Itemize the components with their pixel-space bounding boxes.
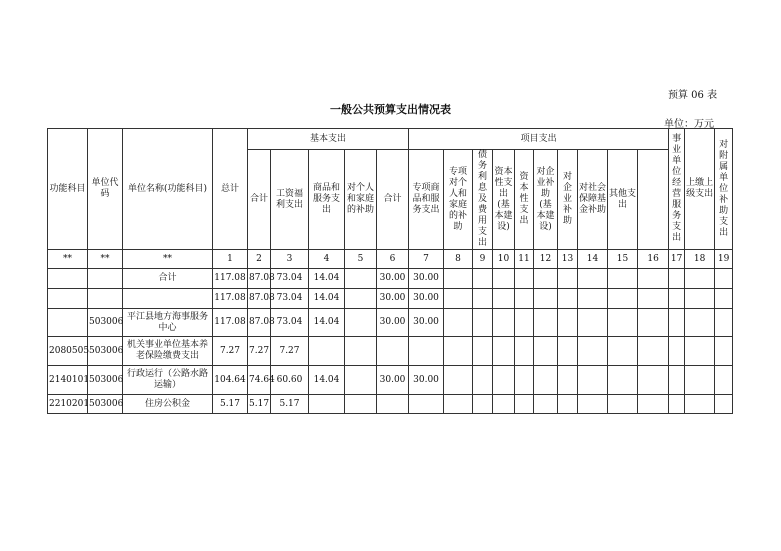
empty-cell bbox=[473, 269, 493, 289]
empty-cell bbox=[473, 309, 493, 337]
goods-cell bbox=[309, 395, 345, 414]
index-cell: 11 bbox=[515, 250, 534, 269]
personal-cell bbox=[345, 395, 377, 414]
empty-cell bbox=[534, 309, 558, 337]
empty-cell bbox=[534, 395, 558, 414]
index-cell: 3 bbox=[271, 250, 309, 269]
group-project: 项目支出 bbox=[409, 129, 669, 150]
col-total: 总计 bbox=[213, 129, 248, 250]
empty-cell bbox=[669, 309, 685, 337]
table-row bbox=[48, 289, 733, 309]
goods-cell: 14.04 bbox=[309, 309, 345, 337]
col-func-code: 功能科目 bbox=[48, 129, 88, 250]
unit-code-cell: 503006 bbox=[88, 366, 123, 395]
personal-cell bbox=[345, 269, 377, 289]
empty-cell bbox=[444, 395, 473, 414]
table-title: 一般公共预算支出情况表 bbox=[330, 103, 451, 116]
empty-cell bbox=[685, 366, 715, 395]
goods-cell: 14.04 bbox=[309, 269, 345, 289]
empty-cell bbox=[608, 366, 638, 395]
col-enterprise: 对企业补助 bbox=[558, 150, 578, 250]
proj-goods-cell bbox=[409, 395, 444, 414]
empty-cell bbox=[685, 337, 715, 366]
header-row-group bbox=[48, 129, 733, 150]
col-unit-code: 单位代码 bbox=[88, 129, 123, 250]
empty-cell bbox=[685, 395, 715, 414]
empty-cell bbox=[578, 395, 608, 414]
empty-cell bbox=[493, 289, 515, 309]
col-social-security: 对社会保障基金补助 bbox=[578, 150, 608, 250]
index-cell: 4 bbox=[309, 250, 345, 269]
proj-goods-cell: 30.00 bbox=[409, 269, 444, 289]
empty-cell bbox=[515, 366, 534, 395]
func-code-cell: 2080505 bbox=[48, 337, 88, 366]
index-cell: 10 bbox=[493, 250, 515, 269]
index-cell: 6 bbox=[377, 250, 409, 269]
col-unit-name: 单位名称(功能科目) bbox=[123, 129, 213, 250]
wages-cell: 73.04 bbox=[271, 269, 309, 289]
empty-cell bbox=[638, 269, 669, 289]
col-capital: 资本性支出 bbox=[515, 150, 534, 250]
col-goods: 商品和服务支出 bbox=[309, 150, 345, 250]
col-wages: 工资福利支出 bbox=[271, 150, 309, 250]
empty-cell bbox=[715, 289, 733, 309]
unit-code-cell: 503006 bbox=[88, 395, 123, 414]
wages-cell: 73.04 bbox=[271, 289, 309, 309]
basic-sum-cell: 87.08 bbox=[248, 309, 271, 337]
empty-cell bbox=[608, 269, 638, 289]
proj-sum-cell bbox=[377, 395, 409, 414]
empty-cell bbox=[493, 309, 515, 337]
index-cell: 5 bbox=[345, 250, 377, 269]
form-number: 预算 06 表 bbox=[668, 90, 718, 101]
empty-cell bbox=[558, 366, 578, 395]
col-capital-basic: 资本性支出(基本建设) bbox=[493, 150, 515, 250]
empty-cell bbox=[638, 395, 669, 414]
empty-cell bbox=[515, 269, 534, 289]
empty-cell bbox=[669, 289, 685, 309]
table-row bbox=[48, 366, 733, 395]
empty-cell bbox=[715, 269, 733, 289]
unit-label: 单位：万元 bbox=[664, 119, 714, 130]
goods-cell: 14.04 bbox=[309, 289, 345, 309]
empty-cell bbox=[558, 395, 578, 414]
empty-cell bbox=[444, 289, 473, 309]
empty-cell bbox=[534, 289, 558, 309]
unit-name-cell: 行政运行（公路水路运输） bbox=[123, 366, 213, 395]
proj-sum-cell: 30.00 bbox=[377, 269, 409, 289]
proj-sum-cell bbox=[377, 337, 409, 366]
empty-cell bbox=[715, 395, 733, 414]
personal-cell bbox=[345, 309, 377, 337]
empty-cell bbox=[534, 269, 558, 289]
index-cell: 14 bbox=[578, 250, 608, 269]
index-cell: 12 bbox=[534, 250, 558, 269]
empty-cell bbox=[578, 309, 608, 337]
empty-cell bbox=[578, 269, 608, 289]
empty-cell bbox=[473, 337, 493, 366]
index-row bbox=[48, 250, 733, 269]
col-debt: 债务利息及费用支出 bbox=[473, 150, 493, 250]
table-row bbox=[48, 395, 733, 414]
func-code-cell bbox=[48, 289, 88, 309]
empty-cell bbox=[493, 337, 515, 366]
col-proj-goods: 专项商品和服务支出 bbox=[409, 150, 444, 250]
empty-cell bbox=[444, 309, 473, 337]
table-body bbox=[48, 269, 733, 414]
unit-name-cell bbox=[123, 289, 213, 309]
index-cell: ** bbox=[88, 250, 123, 269]
empty-cell bbox=[685, 269, 715, 289]
proj-sum-cell: 30.00 bbox=[377, 289, 409, 309]
empty-cell bbox=[534, 337, 558, 366]
goods-cell: 14.04 bbox=[309, 366, 345, 395]
col-proj-sum: 合计 bbox=[377, 150, 409, 250]
index-cell: 16 bbox=[638, 250, 669, 269]
empty-cell bbox=[444, 337, 473, 366]
basic-sum-cell: 74.64 bbox=[248, 366, 271, 395]
col-subordinate: 对附属单位补助支出 bbox=[715, 129, 733, 250]
index-cell: 13 bbox=[558, 250, 578, 269]
empty-cell bbox=[515, 309, 534, 337]
total-cell: 117.08 bbox=[213, 289, 248, 309]
empty-cell bbox=[444, 269, 473, 289]
empty-cell bbox=[715, 366, 733, 395]
empty-cell bbox=[715, 337, 733, 366]
unit-name-cell: 机关事业单位基本养老保险缴费支出 bbox=[123, 337, 213, 366]
wages-cell: 7.27 bbox=[271, 337, 309, 366]
index-cell: 8 bbox=[444, 250, 473, 269]
empty-cell bbox=[638, 337, 669, 366]
unit-name-cell: 合计 bbox=[123, 269, 213, 289]
func-code-cell: 2210201 bbox=[48, 395, 88, 414]
proj-sum-cell: 30.00 bbox=[377, 309, 409, 337]
total-cell: 7.27 bbox=[213, 337, 248, 366]
empty-cell bbox=[534, 366, 558, 395]
col-proj-personal: 专项对个人和家庭的补助 bbox=[444, 150, 473, 250]
personal-cell bbox=[345, 337, 377, 366]
proj-goods-cell bbox=[409, 337, 444, 366]
index-cell: 1 bbox=[213, 250, 248, 269]
total-cell: 117.08 bbox=[213, 269, 248, 289]
basic-sum-cell: 5.17 bbox=[248, 395, 271, 414]
col-other: 其他支出 bbox=[608, 150, 638, 250]
index-cell: ** bbox=[48, 250, 88, 269]
col-business: 事业单位经营服务支出 bbox=[669, 129, 685, 250]
proj-goods-cell: 30.00 bbox=[409, 309, 444, 337]
empty-cell bbox=[578, 289, 608, 309]
basic-sum-cell: 7.27 bbox=[248, 337, 271, 366]
empty-cell bbox=[558, 337, 578, 366]
empty-cell bbox=[473, 366, 493, 395]
empty-cell bbox=[578, 337, 608, 366]
unit-code-cell bbox=[88, 289, 123, 309]
index-cell: 7 bbox=[409, 250, 444, 269]
table-row bbox=[48, 269, 733, 289]
basic-sum-cell: 87.08 bbox=[248, 289, 271, 309]
unit-code-cell bbox=[88, 269, 123, 289]
proj-goods-cell: 30.00 bbox=[409, 366, 444, 395]
goods-cell bbox=[309, 337, 345, 366]
empty-cell bbox=[444, 366, 473, 395]
empty-cell bbox=[578, 366, 608, 395]
wages-cell: 60.60 bbox=[271, 366, 309, 395]
empty-cell bbox=[558, 289, 578, 309]
index-cell: 18 bbox=[685, 250, 715, 269]
empty-cell bbox=[515, 337, 534, 366]
budget-table bbox=[47, 128, 733, 414]
empty-cell bbox=[515, 395, 534, 414]
empty-cell bbox=[558, 309, 578, 337]
wages-cell: 5.17 bbox=[271, 395, 309, 414]
wages-cell: 73.04 bbox=[271, 309, 309, 337]
col-basic-sum: 合计 bbox=[248, 150, 271, 250]
total-cell: 117.08 bbox=[213, 309, 248, 337]
basic-sum-cell: 87.08 bbox=[248, 269, 271, 289]
empty-cell bbox=[473, 395, 493, 414]
empty-cell bbox=[473, 289, 493, 309]
empty-cell bbox=[608, 337, 638, 366]
empty-cell bbox=[493, 269, 515, 289]
col-personal: 对个人和家庭的补助 bbox=[345, 150, 377, 250]
empty-cell bbox=[608, 289, 638, 309]
unit-name-cell: 平江县地方海事服务中心 bbox=[123, 309, 213, 337]
unit-code-cell: 503006 bbox=[88, 337, 123, 366]
empty-cell bbox=[669, 395, 685, 414]
col-upper: 上缴上级支出 bbox=[685, 129, 715, 250]
empty-cell bbox=[685, 289, 715, 309]
index-cell: ** bbox=[123, 250, 213, 269]
proj-goods-cell: 30.00 bbox=[409, 289, 444, 309]
index-cell: 2 bbox=[248, 250, 271, 269]
personal-cell bbox=[345, 366, 377, 395]
index-cell: 19 bbox=[715, 250, 733, 269]
index-cell: 9 bbox=[473, 250, 493, 269]
empty-cell bbox=[493, 395, 515, 414]
func-code-cell bbox=[48, 309, 88, 337]
proj-sum-cell: 30.00 bbox=[377, 366, 409, 395]
table-row bbox=[48, 337, 733, 366]
index-cell: 17 bbox=[669, 250, 685, 269]
empty-cell bbox=[669, 269, 685, 289]
empty-cell bbox=[493, 366, 515, 395]
unit-code-cell: 503006 bbox=[88, 309, 123, 337]
empty-cell bbox=[515, 289, 534, 309]
total-cell: 5.17 bbox=[213, 395, 248, 414]
empty-cell bbox=[558, 269, 578, 289]
total-cell: 104.64 bbox=[213, 366, 248, 395]
empty-cell bbox=[685, 309, 715, 337]
empty-cell bbox=[608, 309, 638, 337]
personal-cell bbox=[345, 289, 377, 309]
col-enterprise-basic: 对企业补助(基本建设) bbox=[534, 150, 558, 250]
unit-name-cell: 住房公积金 bbox=[123, 395, 213, 414]
func-code-cell: 2140101 bbox=[48, 366, 88, 395]
empty-cell bbox=[638, 309, 669, 337]
table-row bbox=[48, 309, 733, 337]
empty-cell bbox=[638, 289, 669, 309]
empty-cell bbox=[608, 395, 638, 414]
empty-cell bbox=[638, 366, 669, 395]
empty-cell bbox=[669, 366, 685, 395]
empty-cell bbox=[669, 337, 685, 366]
empty-cell bbox=[715, 309, 733, 337]
index-cell: 15 bbox=[608, 250, 638, 269]
func-code-cell bbox=[48, 269, 88, 289]
group-basic: 基本支出 bbox=[248, 129, 409, 150]
